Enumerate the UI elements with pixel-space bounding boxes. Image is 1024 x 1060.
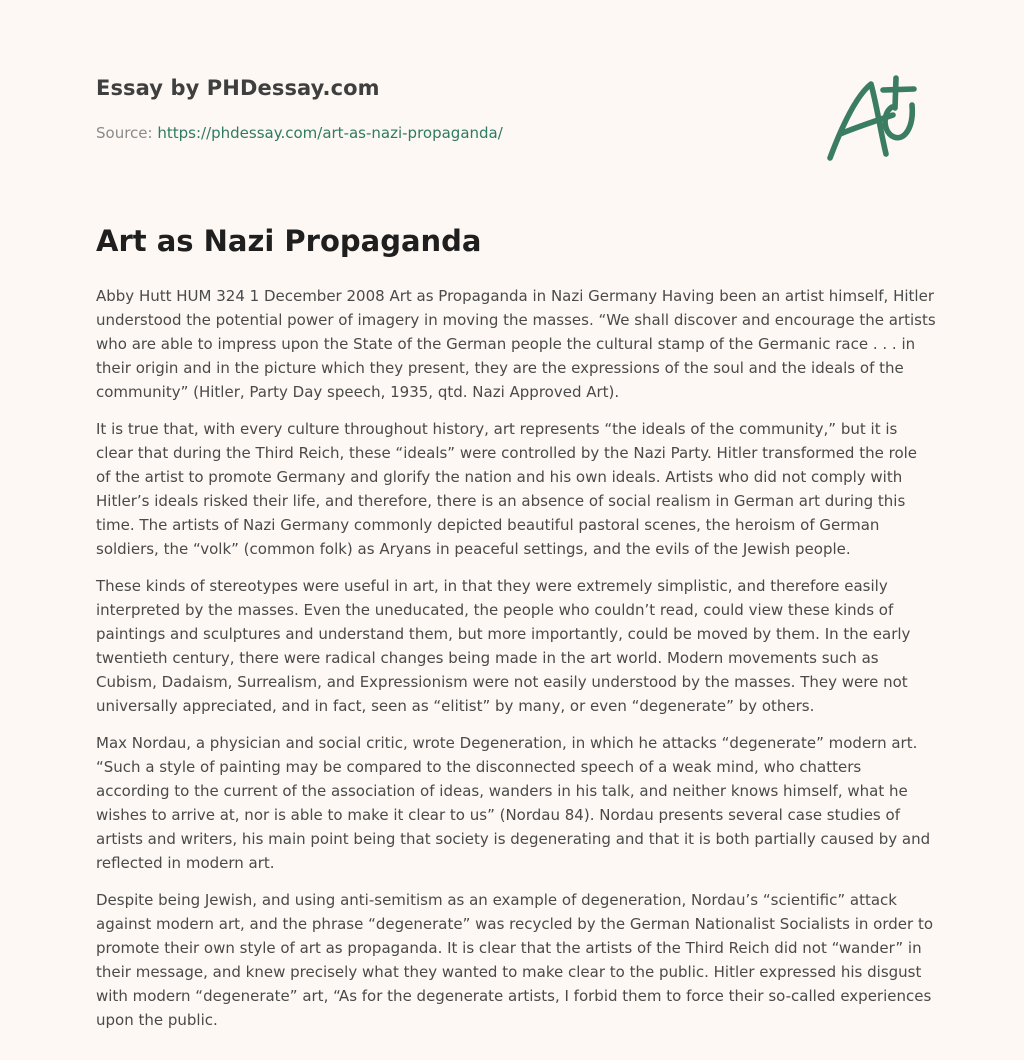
paragraph: Max Nordau, a physician and social critic, wrote Degeneration, in which he attacks “degenerate” modern art. “Such a style of painting may be compared to the disconnected speech of a weak mind, who chatters according to the current of the association of ideas, wanders in his talk, and neither knows himself, what he wishes to arrive at, nor is able to make it clear to us” (Nordau 84). Nordau presents several case studies of artists and writers, his main point being that society is degenerating and that it is both partially caused by and reflected in modern art. — [96, 734, 931, 872]
paragraph: It is true that, with every culture throughout history, art represents “the ideals of the community,” but it is clear that during the Third Reich, these “ideals” were controlled by the Nazi Party. Hitler transformed the role of the artist to promote Germany and glorify the nation and his own ideals. Artists who did not comply with Hitler’s ideals risked their life, and therefore, there is an absence of social realism in German art during this time. The artists of Nazi Germany commonly depicted beautiful pastoral scenes, the heroism of German soldiers, the “volk” (common folk) as Aryans in peaceful settings, and the evils of the Jewish people. — [96, 420, 918, 558]
essay-title: Art as Nazi Propaganda — [96, 224, 482, 258]
source-label: Source: — [96, 124, 153, 142]
essay-body — [96, 284, 936, 1045]
source-link[interactable]: https://phdessay.com/art-as-nazi-propaganda/ — [157, 124, 503, 142]
site-title: Essay by PHDessay.com — [96, 76, 380, 100]
paragraph: Abby Hutt HUM 324 1 December 2008 Art as Propaganda in Nazi Germany Having been an artist himself, Hitler understood the potential power of imagery in moving the masses. “We shall discover and encourage the artists who are able to impress upon the State of the German people the cultural stamp of the Germanic race . . . in their origin and in the picture which they present, they are the expressions of the soul and the ideals of the community” (Hitler, Party Day speech, 1935, qtd. Nazi Approved Art). — [96, 287, 936, 401]
paragraph: Despite being Jewish, and using anti-semitism as an example of degeneration, Nordau’s “scientific” attack against modern art, and the phrase “degenerate” was recycled by the German Nationalist Socialists in order to promote their own style of art as propaganda. It is clear that the artists of the Third Reich did not “wander” in their message, and knew precisely what they wanted to make clear to the public. Hitler expressed his disgust with modern “degenerate” art, “As for the degenerate artists, I forbid them to force their so-called experiences upon the public. — [96, 891, 933, 1029]
paragraph: These kinds of stereotypes were useful in art, in that they were extremely simplistic, and therefore easily interpreted by the masses. Even the uneducated, the people who couldn’t read, could view these kinds of paintings and sculptures and understand them, but more importantly, could be moved by them. In the early twentieth century, there were radical changes being made in the art world. Modern movements such as Cubism, Dadaism, Surrealism, and Expressionism were not easily understood by the masses. They were not universally appreciated, and in fact, seen as “elitist” by many, or even “degenerate” by others. — [96, 577, 911, 715]
source-line — [96, 124, 503, 142]
a-plus-logo-icon — [822, 68, 926, 164]
